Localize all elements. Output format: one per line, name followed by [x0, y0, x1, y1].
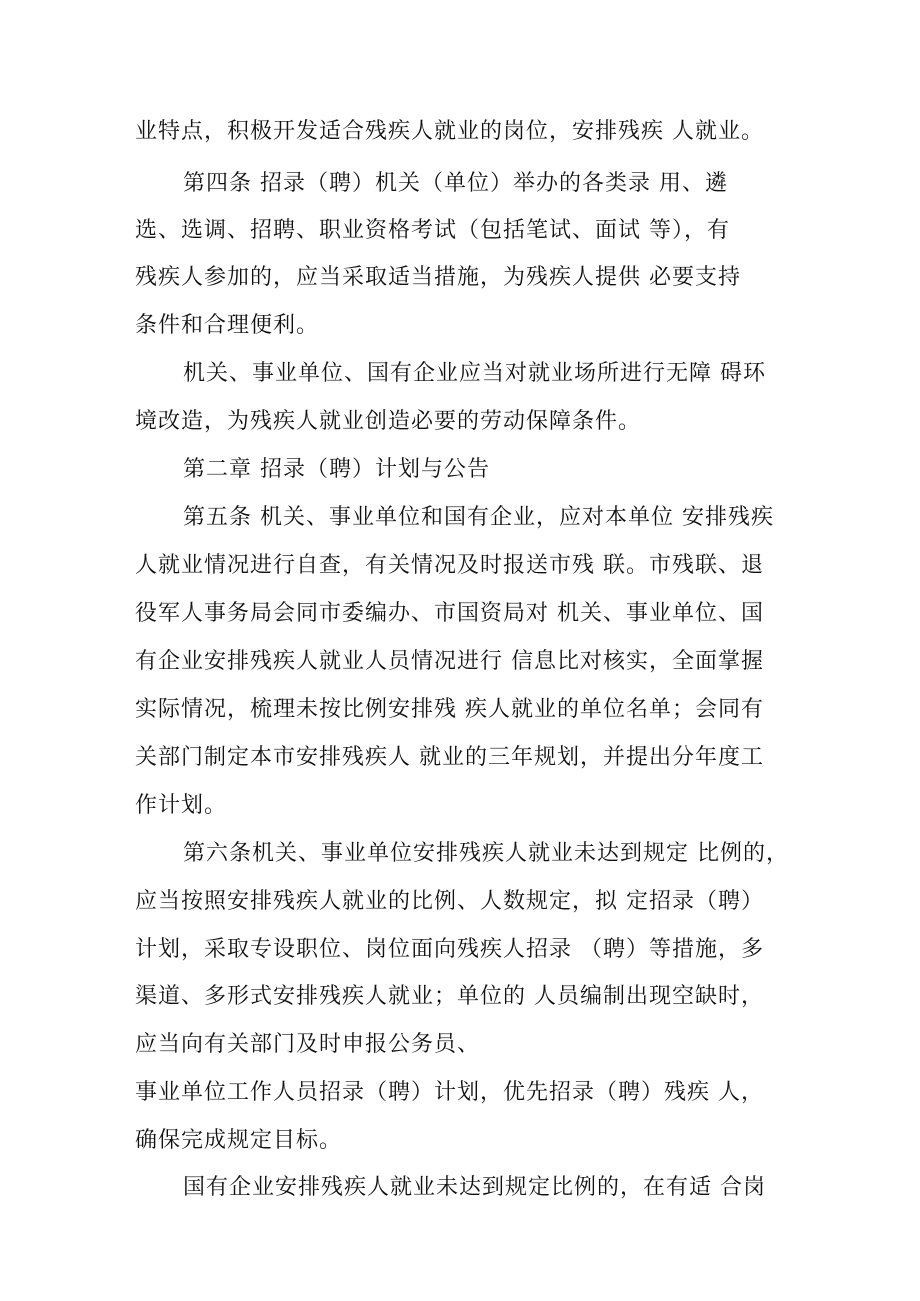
text-line-5: 条件和合理便利。 [135, 313, 320, 338]
text-line-11: 役军人事务局会同市委编办、市国资局对 机关、事业单位、国 [135, 601, 764, 626]
text-line-6: 机关、事业单位、国有企业应当对就业场所进行无障 碍环 [183, 361, 766, 386]
text-line-7: 境改造，为残疾人就业创造必要的劳动保障条件。 [135, 409, 642, 434]
text-line-22: 确保完成规定目标。 [135, 1128, 343, 1153]
text-line-3: 选、选调、招聘、职业资格考试（包括笔试、面试 等），有 [135, 218, 730, 243]
text-line-12: 有企业安排残疾人就业人员情况进行 信息比对核实，全面掌握 [135, 649, 764, 674]
text-line-2: 第四条 招录（聘）机关（单位）举办的各类录 用、遴 [183, 171, 728, 196]
text-line-10: 人就业情况进行自查，有关情况及时报送市残 联。市残联、退 [135, 553, 764, 578]
text-line-1: 业特点，积极开发适合残疾人就业的岗位，安排残疾 人就业。 [135, 119, 764, 144]
text-line-23: 国有企业安排残疾人就业未达到规定比例的，在有适 合岗 [183, 1175, 766, 1200]
text-line-21: 事业单位工作人员招录（聘）计划，优先招录（聘）残疾 人， [135, 1080, 764, 1105]
text-line-20: 应当向有关部门及时申报公务员、 [135, 1032, 481, 1057]
text-line-18: 计划，采取专设职位、岗位面向残疾人招录 （聘）等措施，多 [135, 937, 764, 962]
text-line-19: 渠道、多形式安排残疾人就业；单位的 人员编制出现空缺时， [135, 984, 764, 1009]
text-line-9: 第五条 机关、事业单位和国有企业，应对本单位 安排残疾 [183, 505, 774, 530]
text-line-15: 作计划。 [135, 793, 228, 818]
chapter-heading: 第二章 招录（聘）计划与公告 [183, 457, 490, 482]
text-line-16: 第六条机关、事业单位安排残疾人就业未达到规定 比例的， [183, 841, 789, 866]
text-line-4: 残疾人参加的，应当采取适当措施，为残疾人提供 必要支持 [135, 265, 741, 290]
text-line-14: 关部门制定本市安排残疾人 就业的三年规划，并提出分年度工 [135, 745, 764, 770]
text-line-17: 应当按照安排残疾人就业的比例、人数规定，拟 定招录（聘） [135, 889, 764, 914]
text-line-13: 实际情况，梳理未按比例安排残 疾人就业的单位名单；会同有 [135, 697, 764, 722]
